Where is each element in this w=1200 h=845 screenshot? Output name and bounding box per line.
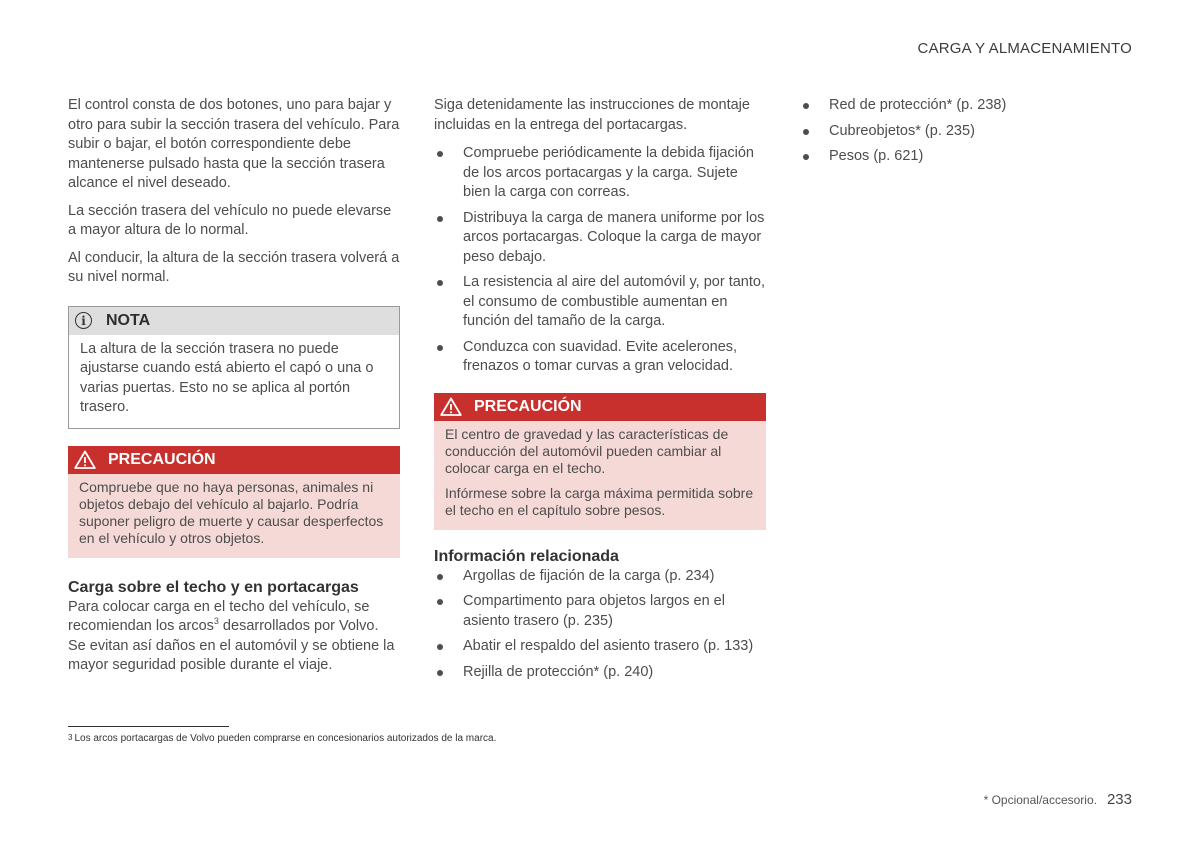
list-item: La resistencia al aire del automóvil y, por tanto, el consumo de combustible aumentan en función del tamaño de la carga. [434,273,766,332]
column-3 [800,96,1132,173]
paragraph-max-height: La sección trasera del vehículo no puede elevarse a mayor altura de lo normal. [68,202,392,238]
roof-load-paragraph: Para colocar carga en el techo del vehículo, se recomiendan los arcos$^3$ desarrollados por Volvo. Se evitan así daños en el automóvil y se obtiene la mayor seguridad posible durante el viaje. [68,598,395,673]
related-link[interactable]: Pesos (p. 621) [800,147,1132,167]
bullet-icon [437,644,443,650]
mounting-intro: Siga detenidamente las instrucciones de montaje incluidas en la entrega del portacargas. [434,97,750,133]
bullet-icon [437,345,443,351]
column-2 [434,96,766,688]
warning-text: Compruebe que no haya personas, animales ni objetos debajo del vehículo al bajarlo. Podría suponer peligro de muerte y causar desperfectos en el vehículo y otros objetos. [79,478,384,546]
bullet-icon [437,599,443,605]
related-info-heading: Información relacionada [434,547,619,565]
related-link[interactable]: Red de protección* (p. 238) [800,96,1132,116]
bullet-icon [803,129,809,135]
info-circle-icon: i [75,312,92,329]
paragraph-controls: El control consta de dos botones, uno para bajar y otro para subir la sección trasera del vehículo. Para subir o bajar, el botón correspondiente debe mantenerse pulsado hasta que la sección trasera alcance el nivel deseado. [68,97,400,191]
warning-triangle-icon [74,450,96,469]
footnote [68,733,496,744]
related-links-list [434,567,766,683]
page-footer [984,791,1132,808]
bullet-icon [803,103,809,109]
roof-tips-list [434,144,766,377]
warning-box [434,393,766,530]
bullet-icon [437,280,443,286]
related-link[interactable]: Rejilla de protección* (p. 240) [434,663,766,683]
note-title: NOTA [106,311,151,329]
warning-body [68,474,400,558]
related-link[interactable]: Argollas de fijación de la carga (p. 234) [434,567,766,587]
paragraph-driving-height: Al conducir, la altura de la sección trasera volverá a su nivel normal. [68,249,400,285]
bullet-icon [437,151,443,157]
list-item: Distribuya la carga de manera uniforme por los arcos portacargas. Coloque la carga de mayor peso debajo. [434,209,766,268]
footnote-number: 3 [68,733,73,742]
note-box [68,306,400,429]
roof-load-heading: Carga sobre el techo y en portacargas [68,578,359,596]
related-link[interactable]: Cubreobjetos* (p. 235) [800,122,1132,142]
list-item: Conduzca con suavidad. Evite acelerones, frenazos o tomar curvas a gran velocidad. [434,338,766,377]
warning-title: PRECAUCIÓN [108,450,216,468]
related-link[interactable]: Abatir el respaldo del asiento trasero (p. 133) [434,637,766,657]
warning-body [434,421,766,530]
note-text: La altura de la sección trasera no puede ajustarse cuando está abierto el capó o una o varias puertas. Esto no se aplica al portón trasero. [80,340,374,415]
warning-triangle-icon [440,397,462,416]
related-link[interactable]: Compartimento para objetos largos en el asiento trasero (p. 235) [434,592,766,631]
warning-title: PRECAUCIÓN [474,397,582,415]
warning-box [68,446,400,558]
list-item: Compruebe periódicamente la debida fijación de los arcos portacargas y la carga. Sujete bien la carga con correas. [434,144,766,203]
bullet-icon [437,574,443,580]
note-header [69,307,399,335]
footnote-divider [68,726,229,727]
column-1 [68,96,400,684]
bullet-icon [803,154,809,160]
related-links-list-continued [800,96,1132,167]
page-number: 233 [1106,791,1132,808]
footnote-ref[interactable]: 3 [213,616,219,627]
note-body [69,335,399,428]
warning-header [434,393,766,421]
bullet-icon [437,670,443,676]
bullet-icon [437,216,443,222]
optional-accessory-note: * Opcional/accesorio. [983,793,1097,807]
warning-text: El centro de gravedad y las características de conducción del automóvil pueden cambiar al colocar carga en el techo. [445,425,729,476]
section-title: CARGA Y ALMACENAMIENTO [917,40,1132,57]
footnote-text: Los arcos portacargas de Volvo pueden comprarse en concesionarios autorizados de la marca. [74,733,497,744]
warning-text: Infórmese sobre la carga máxima permitida sobre el techo en el capítulo sobre pesos. [445,484,754,518]
warning-header [68,446,400,474]
